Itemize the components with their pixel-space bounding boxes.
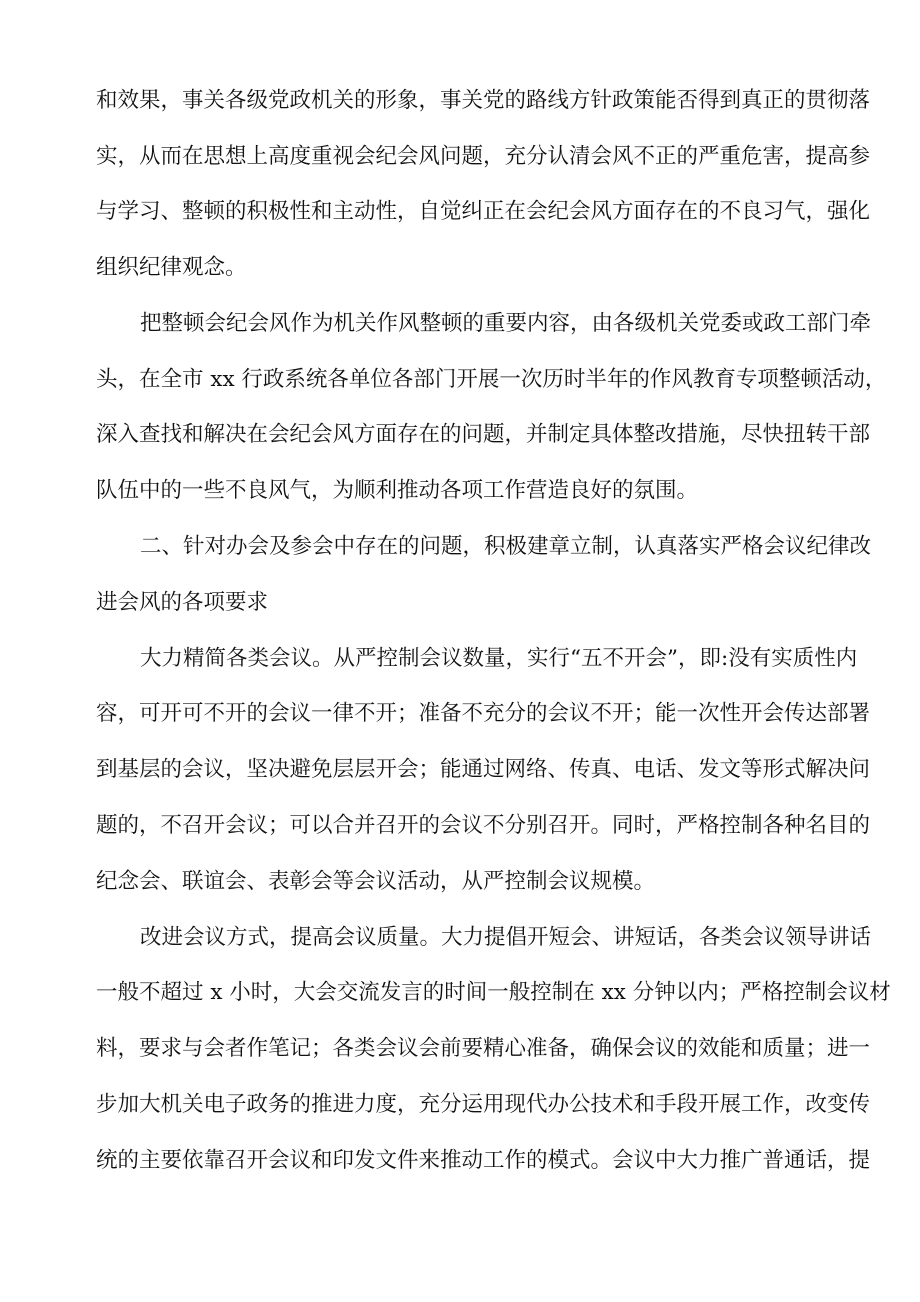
text-line: 步加大机关电子政务的推进力度，充分运用现代办公技术和手段开展工作，改变传 [96, 1092, 871, 1117]
text-line: 容，可开可不开的会议一律不开；准备不充分的会议不开；能一次性开会传达部署 [96, 701, 871, 726]
text-line: 把整顿会纪会风作为机关作风整顿的重要内容，由各级机关党委或政工部门牵 [140, 311, 872, 336]
text-line: 题的，不召开会议；可以合并召开的会议不分别召开。同时，严格控制各种名目的 [96, 813, 871, 838]
text-line: 纪念会、联谊会、表彰会等会议活动，从严控制会议规模。 [96, 869, 656, 894]
section-heading: 进会风的各项要求 [96, 590, 269, 615]
text-line: 头，在全市 xx 行政系统各单位各部门开展一次历时半年的作风教育专项整顿活动， [96, 367, 887, 392]
text-line: 料，要求与会者作笔记；各类会议会前要精心准备，确保会议的效能和质量；进一 [96, 1036, 871, 1061]
text-line: 组织纪律观念。 [96, 255, 247, 280]
text-line: 与学习、整顿的积极性和主动性，自觉纠正在会纪会风方面存在的不良习气，强化 [96, 199, 871, 224]
text-line: 大力精简各类会议。从严控制会议数量，实行“五不开会”，即:没有实质性内 [140, 646, 858, 671]
text-line: 一般不超过 x 小时，大会交流发言的时间一般控制在 xx 分钟以内；严格控制会议材 [96, 980, 891, 1005]
text-line: 统的主要依靠召开会议和印发文件来推动工作的模式。会议中大力推广普通话，提 [96, 1148, 871, 1173]
text-line: 和效果，事关各级党政机关的形象，事关党的路线方针政策能否得到真正的贯彻落 [96, 88, 871, 113]
section-heading: 二、针对办会及参会中存在的问题，积极建章立制，认真落实严格会议纪律改 [140, 534, 872, 559]
text-line: 到基层的会议，坚决避免层层开会；能通过网络、传真、电话、发文等形式解决问 [96, 757, 871, 782]
text-line: 深入查找和解决在会纪会风方面存在的问题，并制定具体整改措施，尽快扭转干部 [96, 422, 871, 447]
text-line: 队伍中的一些不良风气，为顺利推动各项工作营造良好的氛围。 [96, 478, 699, 503]
text-line: 实，从而在思想上高度重视会纪会风问题，充分认清会风不正的严重危害，提高参 [96, 144, 871, 169]
text-line: 改进会议方式，提高会议质量。大力提倡开短会、讲短话，各类会议领导讲话 [140, 925, 872, 950]
